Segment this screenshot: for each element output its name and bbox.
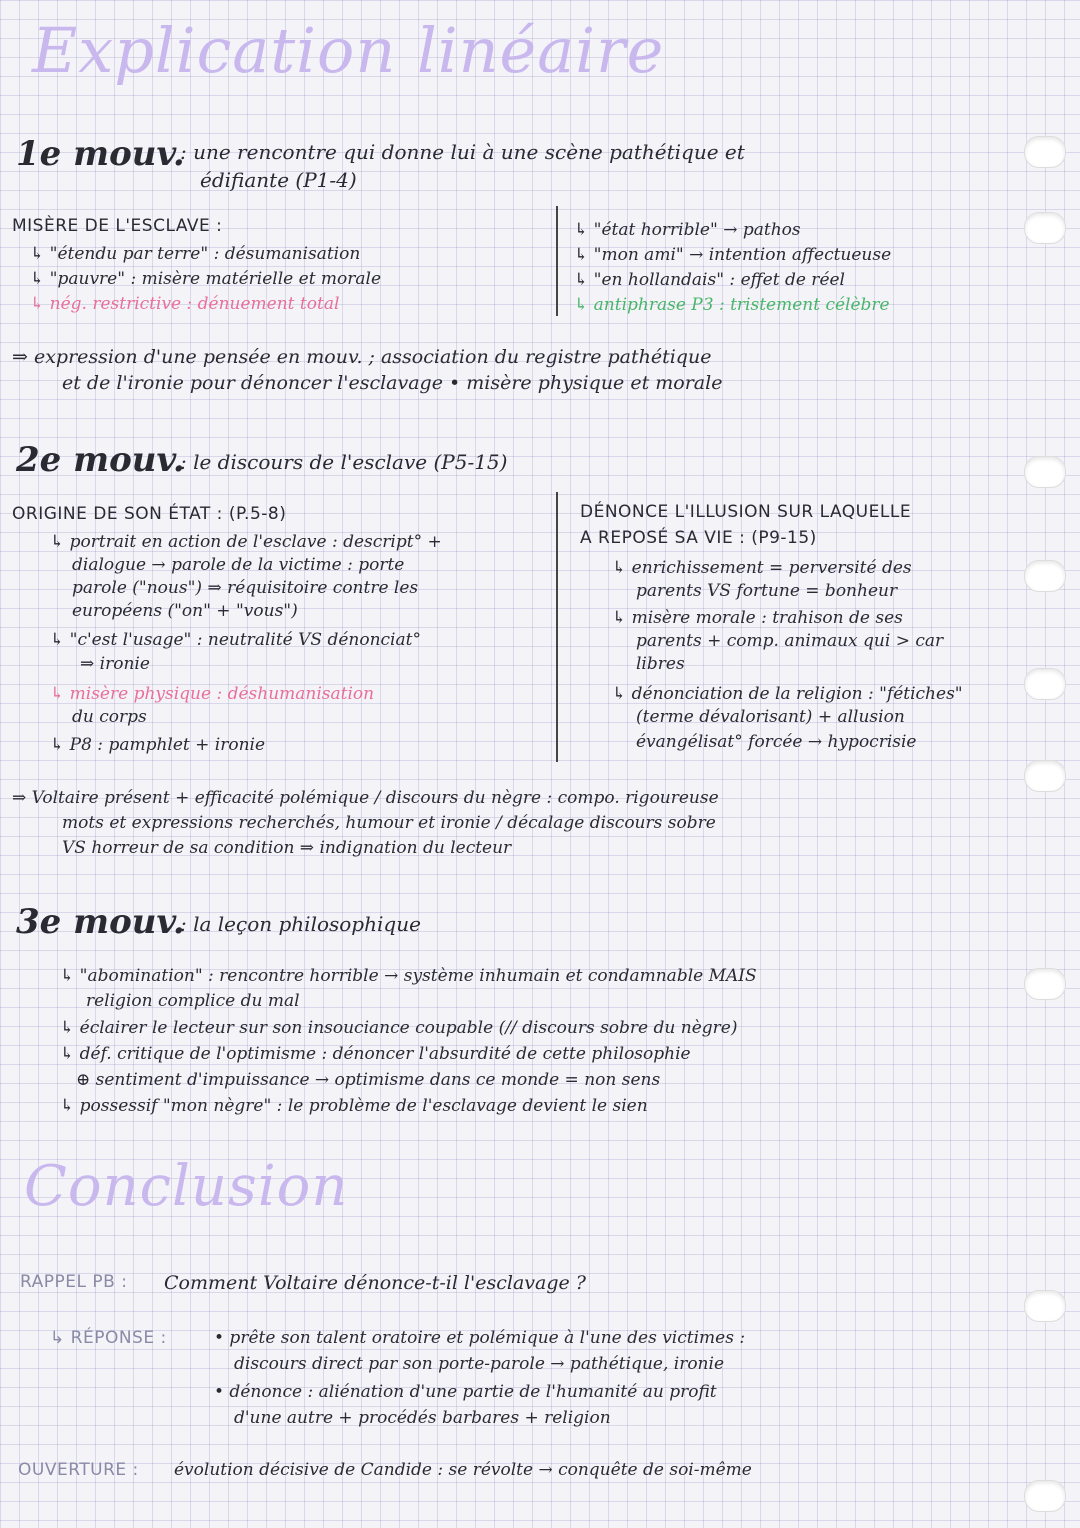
mov1-right-item: ↳ "état horrible" → pathos (574, 220, 801, 240)
mov2-left-line: ↳ misère physique : déshumanisation (50, 684, 375, 704)
mov2-column-divider (556, 492, 558, 762)
mov3-line: ⊕ sentiment d'impuissance → optimisme dans ce monde = non sens (76, 1070, 661, 1090)
mov2-subject: : le discours de l'esclave (P5-15) (180, 450, 508, 474)
rappel-text: Comment Voltaire dénonce-t-il l'esclavage ? (164, 1272, 586, 1294)
mov1-column-divider (556, 206, 558, 316)
mov1-heading (16, 134, 185, 174)
mov2-right-line: ↳ enrichissement = perversité des (612, 558, 912, 578)
mov2-conclusion-line2: mots et expressions recherchés, humour et ironie / décalage discours sobre (62, 813, 716, 833)
mov2-right-line: parents + comp. animaux qui > car (636, 631, 944, 651)
reponse-line: discours direct par son porte-parole → pathétique, ironie (234, 1354, 725, 1374)
mov3-subject: : la leçon philosophique (180, 912, 421, 936)
mov1-left-item-text: "pauvre" : misère matérielle et morale (49, 269, 382, 289)
mov3-heading-label: 3e mouv. (16, 902, 185, 942)
mov1-left-header: MISÈRE DE L'ESCLAVE : (12, 216, 223, 236)
mov1-right-item: ↳ "en hollandais" : effet de réel (574, 270, 845, 290)
mov3-heading (16, 902, 185, 942)
mov1-right-item: ↳ "mon ami" → intention affectueuse (574, 245, 892, 265)
mov2-left-line: ↳ P8 : pamphlet + ironie (50, 735, 266, 755)
binder-hole (1024, 560, 1066, 592)
mov2-left-line: ↳ "c'est l'usage" : neutralité VS dénonciat° (50, 630, 421, 650)
mov2-right-header-line1: DÉNONCE L'ILLUSION SUR LAQUELLE (580, 502, 912, 522)
mov2-right-line: ↳ dénonciation de la religion : "fétiches" (612, 684, 963, 704)
binder-hole (1024, 1290, 1066, 1322)
rappel-label: RAPPEL PB : (20, 1272, 128, 1292)
mov1-right-item-text: "mon ami" → intention affectueuse (593, 245, 892, 265)
mov1-right-item-text: antiphrase P3 : tristement célèbre (593, 295, 890, 315)
mov1-conclusion-line2: et de l'ironie pour dénoncer l'esclavage • misère physique et morale (62, 372, 723, 394)
mov3-line: ↳ "abomination" : rencontre horrible → système inhumain et condamnable MAIS (60, 966, 757, 986)
page-title: Explication linéaire (32, 14, 665, 87)
mov2-right-line: parents VS fortune = bonheur (636, 581, 898, 601)
mov1-right-item: ↳ antiphrase P3 : tristement célèbre (574, 295, 890, 315)
mov2-left-line: ⇒ ironie (80, 654, 150, 674)
mov2-left-line: du corps (72, 707, 147, 727)
mov3-line: religion complice du mal (86, 991, 300, 1011)
mov1-right-item-text: "en hollandais" : effet de réel (593, 270, 845, 290)
conclusion-title: Conclusion (24, 1154, 349, 1219)
binder-hole (1024, 668, 1066, 700)
ouverture-label: OUVERTURE : (18, 1460, 139, 1480)
mov3-line: ↳ déf. critique de l'optimisme : dénoncer l'absurdité de cette philosophie (60, 1044, 691, 1064)
mov1-left-item: ↳ nég. restrictive : dénuement total (30, 294, 340, 314)
binder-hole (1024, 968, 1066, 1000)
mov2-right-line: évangélisat° forcée → hypocrisie (636, 732, 917, 752)
mov2-heading (16, 440, 185, 480)
mov1-conclusion-line1: ⇒ expression d'une pensée en mouv. ; association du registre pathétique (12, 346, 712, 368)
mov2-conclusion-line1: ⇒ Voltaire présent + efficacité polémique / discours du nègre : compo. rigoureuse (12, 788, 719, 808)
mov2-heading-label: 2e mouv. (16, 440, 185, 480)
ouverture-text: évolution décisive de Candide : se révolte → conquête de soi-même (174, 1460, 752, 1480)
mov2-right-line: (terme dévalorisant) + allusion (636, 707, 905, 727)
binder-hole (1024, 136, 1066, 168)
reponse-line: • prête son talent oratoire et polémique à l'une des victimes : (214, 1328, 746, 1348)
mov2-right-line: ↳ misère morale : trahison de ses (612, 608, 903, 628)
mov2-left-line: parole ("nous") ⇒ réquisitoire contre les (72, 578, 419, 598)
mov1-left-item-text: "étendu par terre" : désumanisation (49, 244, 361, 264)
mov1-left-item: ↳ "pauvre" : misère matérielle et morale (30, 269, 382, 289)
mov1-subject-line2: édifiante (P1-4) (200, 168, 357, 192)
mov2-right-header-line2: A REPOSÉ SA VIE : (P9-15) (580, 528, 817, 548)
mov2-conclusion-line3: VS horreur de sa condition ⇒ indignation du lecteur (62, 838, 512, 858)
mov1-left-item: ↳ "étendu par terre" : désumanisation (30, 244, 361, 264)
reponse-line: d'une autre + procédés barbares + religion (234, 1408, 611, 1428)
mov3-line: ↳ possessif "mon nègre" : le problème de l'esclavage devient le sien (60, 1096, 648, 1116)
mov2-left-header: ORIGINE DE SON ÉTAT : (P.5-8) (12, 504, 287, 524)
mov2-left-line: dialogue → parole de la victime : porte (72, 555, 405, 575)
mov2-left-line: ↳ portrait en action de l'esclave : descript° + (50, 532, 442, 552)
mov2-left-line: européens ("on" + "vous") (72, 601, 298, 621)
binder-hole (1024, 760, 1066, 792)
mov1-subject-line1: : une rencontre qui donne lui à une scène pathétique et (180, 140, 745, 164)
reponse-label: ↳ RÉPONSE : (50, 1328, 167, 1348)
binder-hole (1024, 212, 1066, 244)
binder-hole (1024, 456, 1066, 488)
mov1-right-item-text: "état horrible" → pathos (593, 220, 801, 240)
mov1-heading-label: 1e mouv. (16, 134, 185, 174)
mov3-line: ↳ éclairer le lecteur sur son insouciance coupable (// discours sobre du nègre) (60, 1018, 738, 1038)
mov1-left-item-text: nég. restrictive : dénuement total (49, 294, 340, 314)
reponse-line: • dénonce : aliénation d'une partie de l'humanité au profit (214, 1382, 717, 1402)
mov2-right-line: libres (636, 654, 685, 674)
binder-hole (1024, 1480, 1066, 1512)
